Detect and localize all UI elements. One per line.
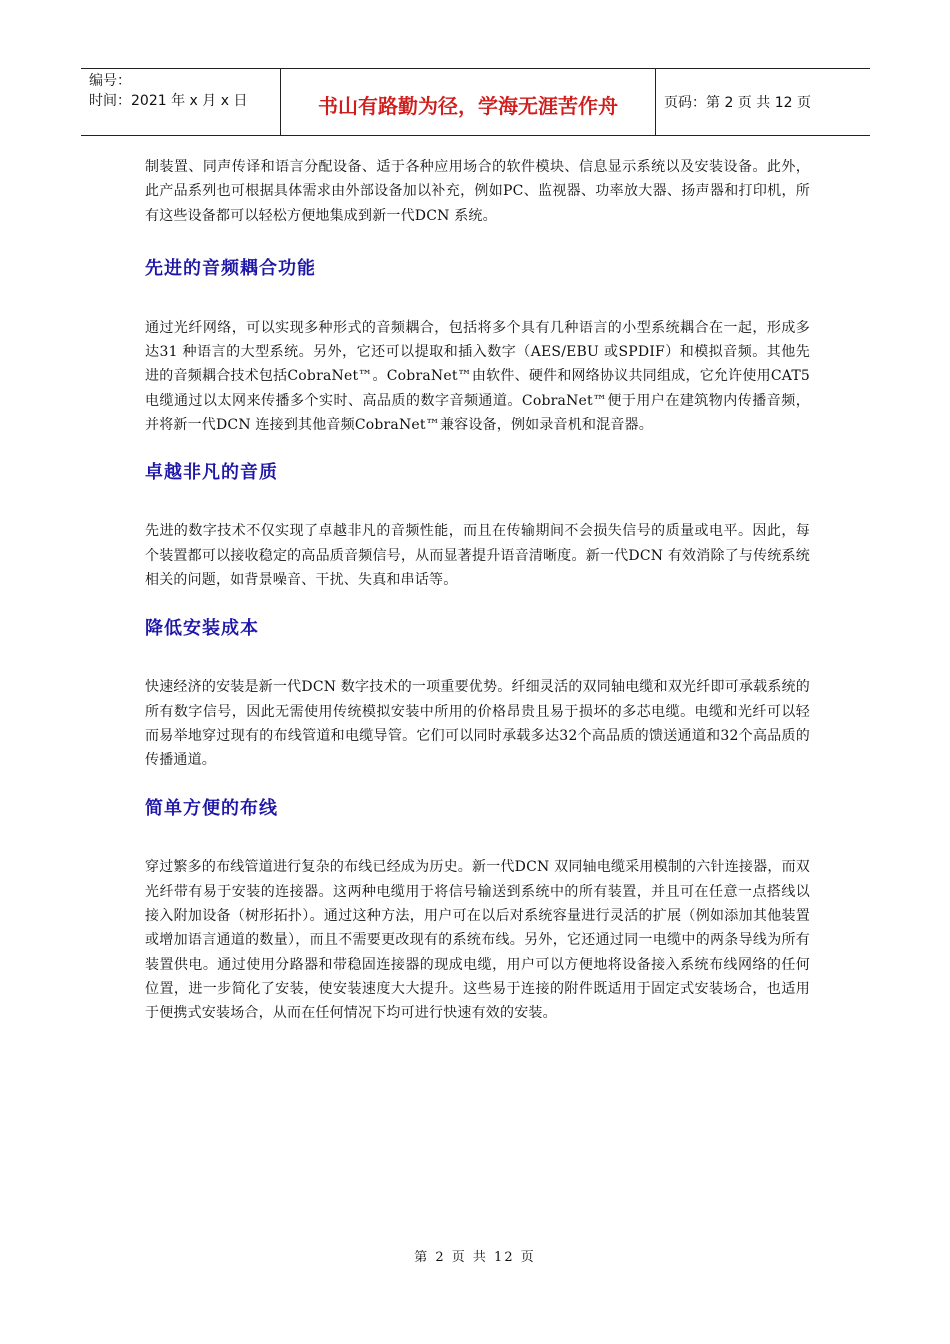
document-number-label: 编号： bbox=[89, 73, 131, 89]
header-meta bbox=[81, 69, 281, 135]
intro-paragraph: 制装置、同声传译和语言分配设备、适于各种应用场合的软件模块、信息显示系统以及安装设备。此外，此产品系列也可根据具体需求由外部设备加以补充，例如PC、监视器、功率放大器、扬声器和打印机，所有这些设备都可以轻松方便地集成到新一代DCN 系统。 bbox=[145, 159, 810, 224]
document-body bbox=[145, 155, 810, 1026]
page-footer: 第 2 页 共 12 页 bbox=[414, 1250, 536, 1265]
section-heading-audio-coupling: 先进的音频耦合功能 bbox=[145, 257, 316, 279]
section-heading-sound-quality: 卓越非凡的音质 bbox=[145, 462, 278, 484]
section-body-audio-coupling: 通过光纤网络，可以实现多种形式的音频耦合，包括将多个具有几种语言的小型系统耦合在一起，形成多达31 种语言的大型系统。另外，它还可以提取和插入数字（AES/EBU 或SPDIF）和模拟音频。其他先进的音频耦合技术包括CobraNet™。CobraNet™由软件、硬件和网络协议共同组成，它允许使用CAT5 电缆通过以太网来传播多个实时、高品质的数字音频通道。CobraNet™便于用户在建筑物内传播音频，并将新一代DCN 连接到其他音频CobraNet™兼容设备，例如录音机和混音器。 bbox=[145, 319, 810, 434]
section-body-sound-quality: 先进的数字技术不仅实现了卓越非凡的音频性能，而且在传输期间不会损失信号的质量或电平。因此，每个装置都可以接收稳定的高品质音频信号，从而显著提升语音清晰度。新一代DCN 有效消除了与传统系统相关的问题，如背景噪音、干扰、失真和串话等。 bbox=[145, 523, 810, 588]
header-page-info: 页码：第 2 页 共 12 页 bbox=[664, 95, 811, 111]
page-header bbox=[81, 68, 870, 136]
header-motto: 书山有路勤为径，学海无涯苦作舟 bbox=[281, 69, 656, 135]
document-time-label: 时间：2021 年 x 月 x 日 bbox=[89, 93, 248, 109]
section-body-cabling: 穿过繁多的布线管道进行复杂的布线已经成为历史。新一代DCN 双同轴电缆采用模制的六针连接器，而双光纤带有易于安装的连接器。这两种电缆用于将信号输送到系统中的所有装置，并且可在任意一点搭线以接入附加设备（树形拓扑）。通过这种方法，用户可在以后对系统容量进行灵活的扩展（例如添加其他装置或增加语言通道的数量），而且不需要更改现有的系统布线。另外，它还通过同一电缆中的两条导线为所有装置供电。通过使用分路器和带稳固连接器的现成电缆，用户可以方便地将设备接入系统布线网络的任何位置，进一步简化了安装，使安装速度大大提升。这些易于连接的附件既适用于固定式安装场合，也适用于便携式安装场合，从而在任何情况下均可进行快速有效的安装。 bbox=[145, 859, 810, 1022]
section-heading-cabling: 简单方便的布线 bbox=[145, 798, 278, 820]
section-body-installation-cost: 快速经济的安装是新一代DCN 数字技术的一项重要优势。纤细灵活的双同轴电缆和双光纤即可承载系统的所有数字信号，因此无需使用传统模拟安装中所用的价格昂贵且易于损坏的多芯电缆。电缆和光纤可以轻而易举地穿过现有的布线管道和电缆导管。它们可以同时承载多达32个高品质的馈送通道和32个高品质的传播通道。 bbox=[145, 679, 810, 769]
section-heading-installation-cost: 降低安装成本 bbox=[145, 618, 259, 640]
